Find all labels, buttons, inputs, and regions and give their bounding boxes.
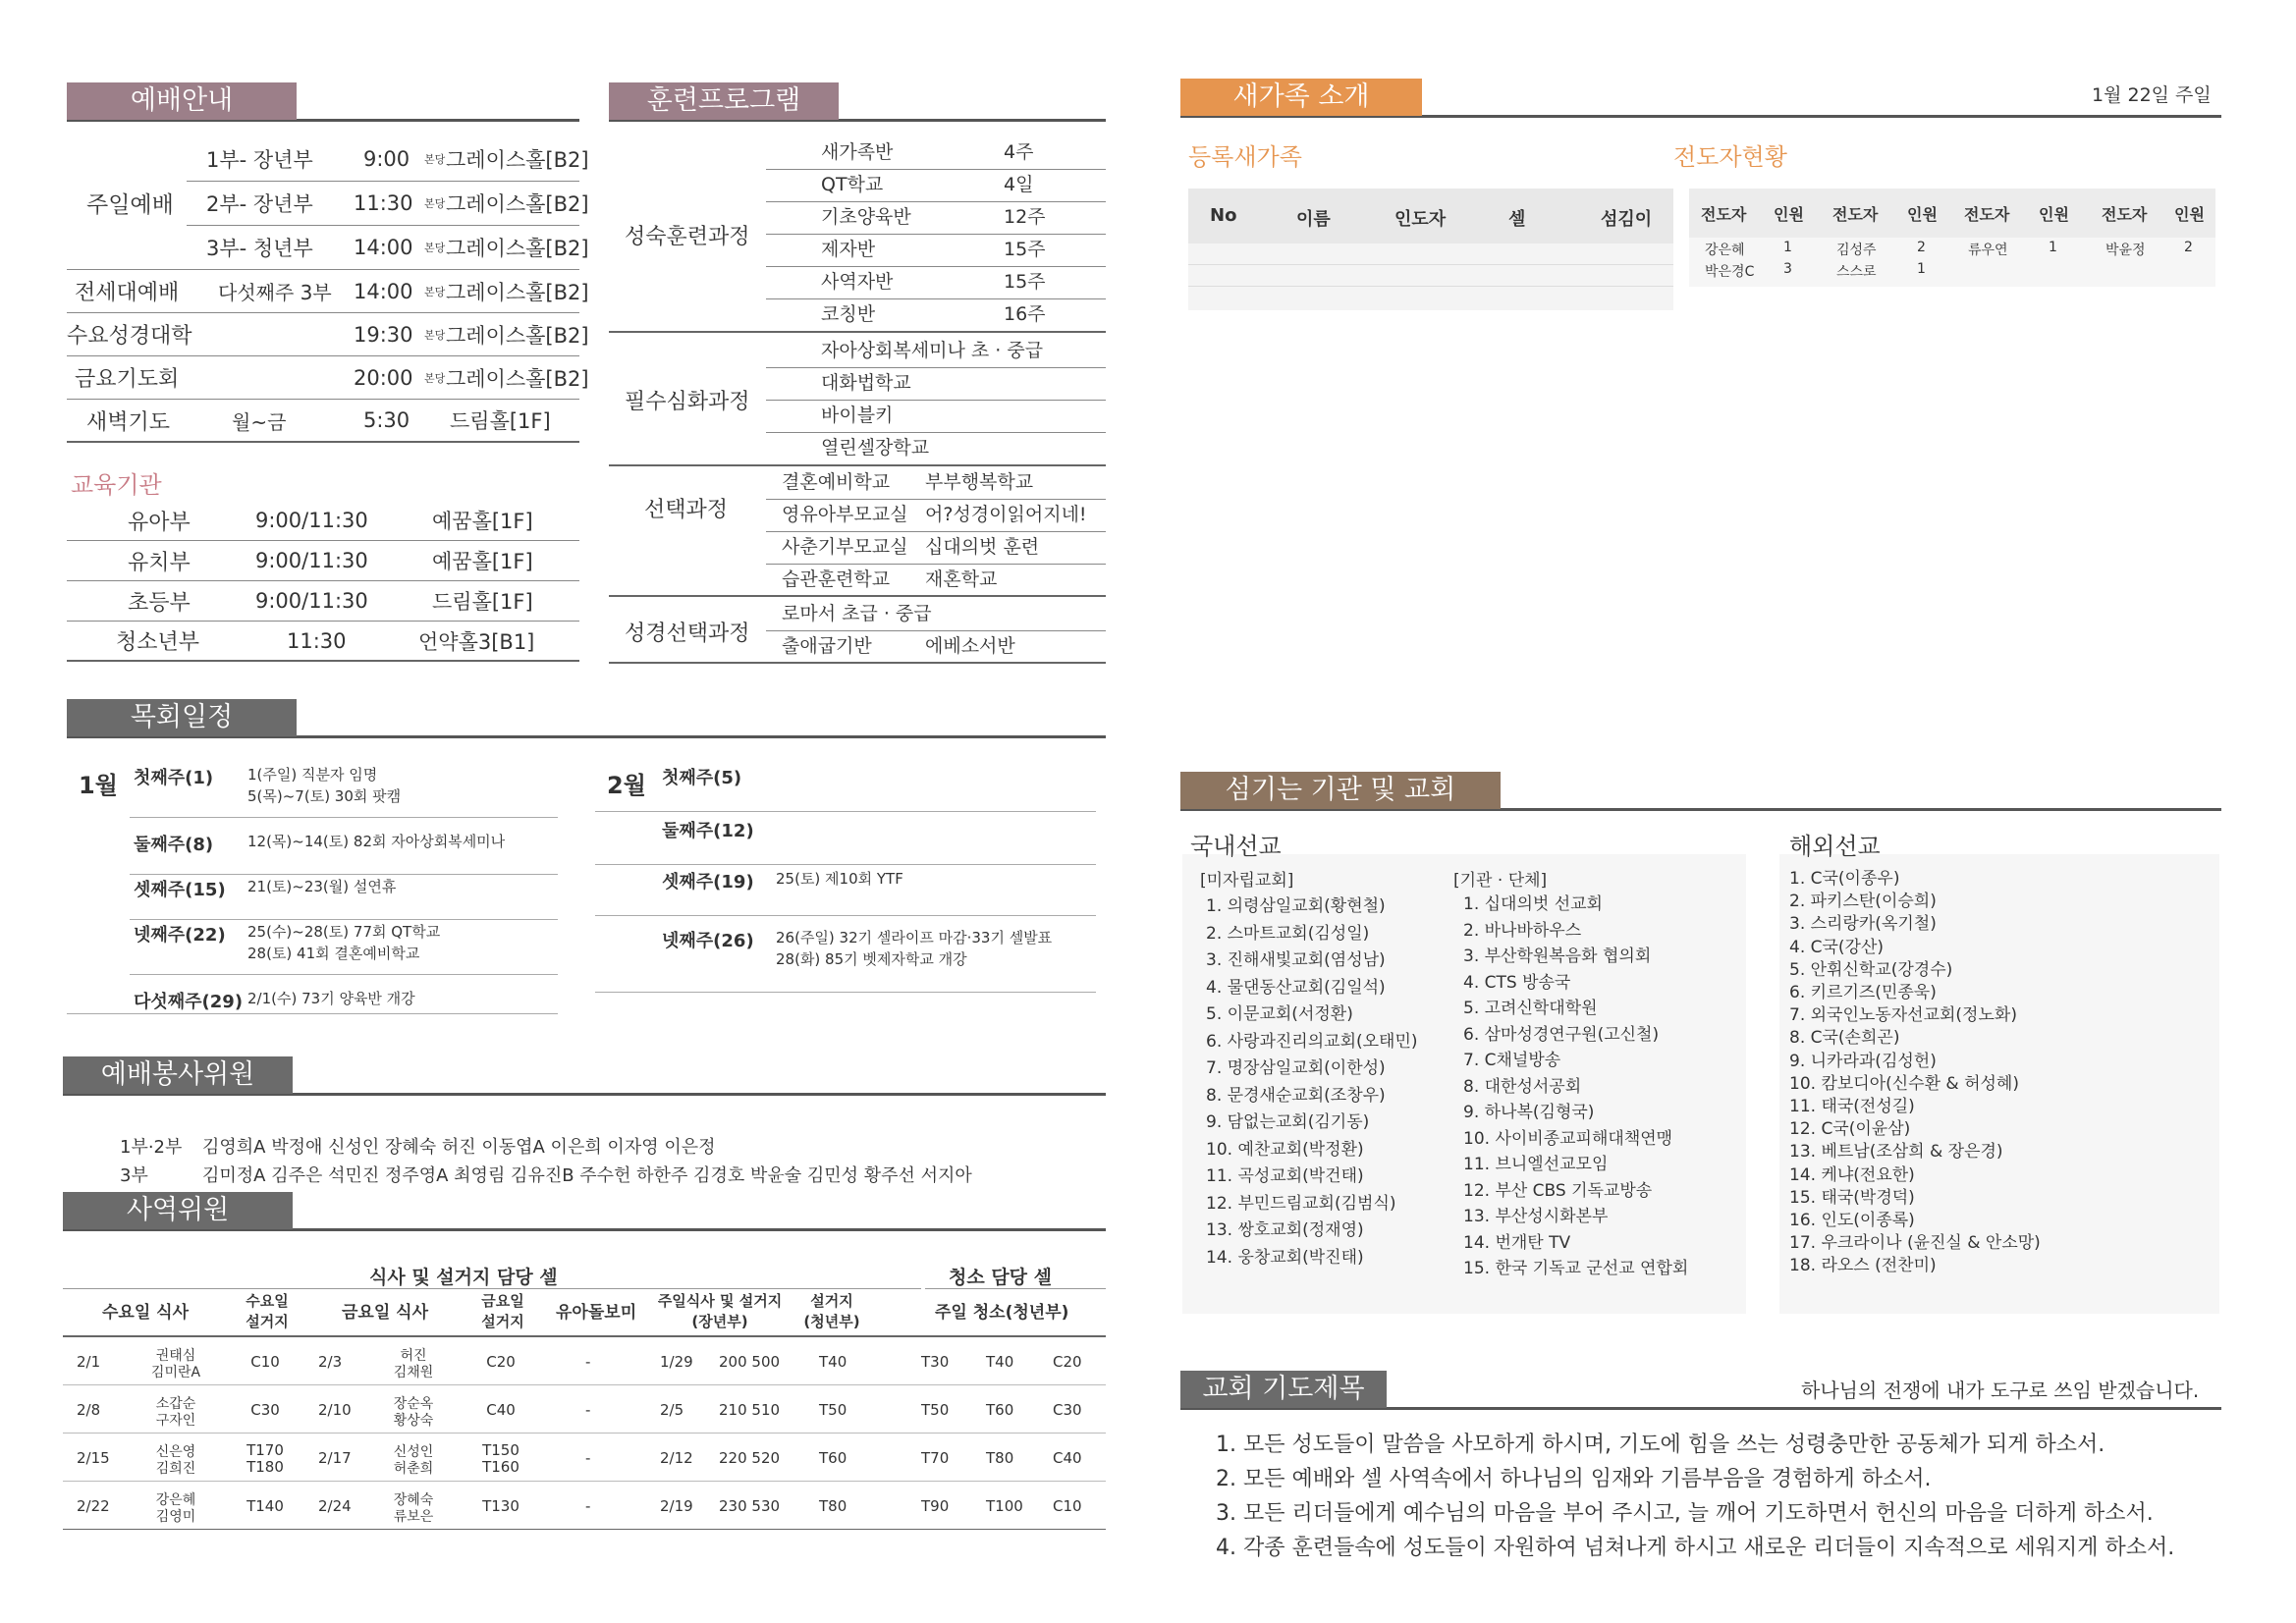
- ministry-cell: -: [585, 1401, 591, 1419]
- servants-title: 예배봉사위원: [63, 1056, 293, 1094]
- misc-church: 1. 의령삼일교회(황현철): [1206, 896, 1386, 916]
- org-item: 1. 십대의벗 선교회: [1463, 894, 1603, 914]
- training-item: 대화법학교: [821, 372, 911, 394]
- ministry-cell: 강은혜: [155, 1492, 196, 1508]
- training-item: 에베소서반: [925, 635, 1015, 657]
- misc-church: 11. 곡성교회(박건태): [1206, 1166, 1364, 1186]
- org-item: 15. 한국 기독교 군선교 연합회: [1463, 1259, 1689, 1278]
- mission-title: 섬기는 기관 및 교회: [1180, 772, 1501, 809]
- training-item: 사역자반: [821, 271, 894, 293]
- ministry-cell: T50: [921, 1401, 950, 1419]
- overseas-item: 9. 니카라과(김성헌): [1789, 1051, 1937, 1071]
- overseas-item: 3. 스리랑카(옥기철): [1789, 914, 1937, 935]
- ministry-clean-header: 청소 담당 셀: [949, 1267, 1052, 1288]
- schedule-event: 12(목)~14(토) 82회 자아상회복세미나: [247, 833, 506, 850]
- schedule-header: [67, 699, 1106, 738]
- ministry-cell: T80: [986, 1449, 1014, 1467]
- schedule-event: 21(토)~23(월) 설연휴: [247, 878, 397, 895]
- overseas-item: 13. 베트남(조삼희 & 장은경): [1789, 1142, 2003, 1163]
- reg-table: [1188, 189, 1673, 310]
- col-fri-meal: 금요일 식사: [342, 1303, 429, 1323]
- divider: [63, 1529, 1106, 1530]
- schedule-event: 28(화) 85기 벳제자학교 개강: [776, 950, 967, 968]
- divider: [595, 811, 1096, 812]
- ministry-cell: 허춘희: [393, 1461, 434, 1477]
- ev-cell: 3: [1783, 261, 1792, 277]
- reg-col-header: 섬김이: [1601, 209, 1653, 230]
- overseas-item: 11. 태국(전성길): [1789, 1097, 1915, 1116]
- col-sun-meal: 주일식사 및 설거지 (장년부): [657, 1292, 783, 1330]
- overseas-item: 5. 안휘신학교(강경수): [1789, 959, 1953, 980]
- newfamily-title: 새가족 소개: [1180, 79, 1422, 116]
- prayer-motto: 하나님의 전쟁에 내가 도구로 쓰임 받겠습니다.: [1801, 1379, 2200, 1402]
- ministry-date: 2/19: [660, 1497, 693, 1515]
- misc-church: 13. 쌍호교회(정재영): [1206, 1220, 1364, 1240]
- training-item: 습관훈련학교: [782, 568, 891, 590]
- training-group-3-label: 선택과정: [644, 498, 729, 522]
- training-group-1-label: 성숙훈련과정: [625, 225, 750, 249]
- divider: [766, 201, 1106, 202]
- ministry-cell: T130: [482, 1497, 519, 1515]
- divider: [130, 817, 558, 818]
- schedule-feb-label: 2월: [607, 772, 646, 799]
- ministry-cell: T30: [921, 1353, 950, 1371]
- misc-church: 6. 사랑과진리의교회(오태민): [1206, 1031, 1418, 1052]
- overseas-item: 15. 태국(박경덕): [1789, 1187, 1915, 1208]
- servants-row2-label: 3부: [120, 1165, 148, 1186]
- ev-cell: 김성주: [1836, 243, 1877, 258]
- training-item: 열린셀장학교: [821, 437, 930, 459]
- worship-title: 예배안내: [67, 82, 297, 120]
- misc-church: 5. 이문교회(서정환): [1206, 1004, 1353, 1024]
- training-duration: 15주: [1004, 271, 1046, 293]
- ministry-cell: 210 510: [719, 1401, 781, 1419]
- ministry-cell: C10: [1053, 1497, 1082, 1515]
- sunday-row-3: 3부- 청년부 14:00 본당 그레이스홀[B2]: [67, 226, 579, 270]
- ministry-cell: T150: [482, 1441, 519, 1459]
- evangelist-table: [1689, 189, 2215, 287]
- training-item: QT학교: [821, 174, 884, 195]
- divider: [766, 400, 1106, 401]
- ministry-date: 2/17: [318, 1449, 352, 1467]
- training-item: 기초양육반: [821, 206, 911, 228]
- worship-header: [67, 82, 579, 122]
- training-duration: 16주: [1004, 303, 1046, 325]
- divider: [766, 298, 1106, 299]
- ministry-cell: C40: [1053, 1449, 1082, 1467]
- ev-cell: 2: [2184, 240, 2193, 255]
- ministry-cell: T50: [819, 1401, 847, 1419]
- ev-cell: 1: [2049, 240, 2057, 255]
- misc-church: 8. 문경새순교회(조창우): [1206, 1085, 1386, 1106]
- ministry-cell: 류보은: [393, 1509, 434, 1525]
- reg-col-header: 셀: [1508, 209, 1526, 230]
- training-item: 코칭반: [821, 303, 876, 325]
- training-item: 사춘기부모교실: [782, 536, 908, 558]
- ministry-cell: 200 500: [719, 1353, 781, 1371]
- org-item: 5. 고려신학대학원: [1463, 999, 1598, 1018]
- worship-row-generation: 전세대예배 다섯째주 3부 14:00 본당 그레이스홀[B2]: [67, 270, 579, 313]
- divider: [766, 432, 1106, 433]
- ministry-cell: 소갑순: [155, 1396, 196, 1412]
- col-baby: 유아돌보미: [556, 1303, 637, 1323]
- schedule-week: 다섯째주(29): [134, 992, 244, 1012]
- ministry-cell: T40: [986, 1353, 1014, 1371]
- schedule-event: 28(토) 41회 결혼예비학교: [247, 945, 420, 962]
- misc-church: 4. 물댄동산교회(김일석): [1206, 977, 1386, 998]
- org-item: 4. CTS 방송국: [1463, 972, 1571, 993]
- ministry-cell: T90: [921, 1497, 950, 1515]
- ministry-cell: 권태심: [155, 1348, 196, 1364]
- col-wed-meal: 수요일 식사: [102, 1303, 190, 1323]
- worship-row-friday: 금요기도회 20:00 본당 그레이스홀[B2]: [67, 356, 579, 400]
- org-item: 8. 대한성서공회: [1463, 1076, 1582, 1097]
- ev-cell: 강은혜: [1705, 243, 1745, 258]
- ministry-title: 사역위원: [63, 1192, 293, 1229]
- ministry-date: 2/8: [77, 1401, 101, 1419]
- divider: [130, 874, 558, 875]
- ministry-date: 2/5: [660, 1401, 684, 1419]
- ministry-cell: -: [585, 1353, 591, 1371]
- servants-header: [63, 1056, 1106, 1096]
- ministry-cell: T70: [921, 1449, 950, 1467]
- ev-col-header: 전도자: [2102, 205, 2148, 224]
- org-item: 7. C채널방송: [1463, 1051, 1561, 1070]
- overseas-item: 10. 캄보디아(신수환 & 허성혜): [1789, 1073, 2019, 1094]
- col-wed-dish: 수요일 설거지: [246, 1292, 289, 1330]
- ev-cell: 박윤정: [2105, 243, 2146, 258]
- ev-col-header: 전도자: [1832, 205, 1879, 224]
- ministry-date: 2/15: [77, 1449, 110, 1467]
- newfamily-date: 1월 22일 주일: [2092, 84, 2212, 106]
- ministry-date: 2/10: [318, 1401, 352, 1419]
- ministry-cell: T40: [819, 1353, 847, 1371]
- ev-cell: 박은경C: [1705, 264, 1755, 280]
- schedule-event: 25(토) 제10회 YTF: [776, 870, 903, 888]
- training-header: [609, 82, 1106, 122]
- schedule-week: 셋째주(15): [134, 880, 226, 900]
- newfamily-header: [1180, 79, 2221, 118]
- ministry-cell: T160: [482, 1458, 519, 1476]
- ministry-cell: C20: [486, 1353, 516, 1371]
- ministry-cell: 황상숙: [393, 1413, 434, 1429]
- ev-cell: 류우연: [1968, 243, 2008, 258]
- col-youth-dish: 설거지 (청년부): [803, 1292, 860, 1330]
- servants-row1-label: 1부·2부: [120, 1137, 183, 1158]
- edu-title: 교육기관: [71, 471, 162, 499]
- ev-col-header: 인원: [2039, 205, 2069, 224]
- training-title: 훈련프로그램: [609, 82, 839, 120]
- misc-church: 3. 진해새빛교회(염성남): [1206, 950, 1386, 970]
- ev-cell: 2: [1917, 240, 1926, 255]
- evangelist-title: 전도자현황: [1673, 143, 1787, 171]
- misc-church: 2. 스마트교회(김성일): [1206, 923, 1370, 944]
- misc-church: 12. 부민드림교회(김범식): [1206, 1193, 1396, 1214]
- schedule-week: 둘째주(12): [662, 821, 754, 841]
- training-group-4-label: 성경선택과정: [625, 622, 750, 646]
- ministry-cell: T100: [986, 1497, 1023, 1515]
- ev-col-header: 인원: [1907, 205, 1938, 224]
- ev-cell: 1: [1917, 261, 1926, 277]
- ministry-date: 2/1: [77, 1353, 101, 1371]
- schedule-week: 넷째주(22): [134, 925, 226, 946]
- overseas-item: 16. 인도(이종록): [1789, 1211, 1915, 1230]
- training-item: 출애굽기반: [782, 635, 872, 657]
- training-duration: 4주: [1004, 141, 1034, 163]
- training-item: 부부행복학교: [925, 471, 1034, 493]
- divider: [130, 974, 558, 975]
- overseas-item: 18. 라오스 (전찬미): [1789, 1256, 1937, 1276]
- training-item: 제자반: [821, 239, 876, 260]
- ministry-date: 1/29: [660, 1353, 693, 1371]
- prayer-title: 교회 기도제목: [1180, 1371, 1387, 1408]
- schedule-week: 셋째주(19): [662, 872, 754, 893]
- training-item: 영유아부모교실: [782, 504, 908, 525]
- ministry-cell: 김미란A: [150, 1365, 201, 1380]
- reg-col-header: No: [1210, 205, 1237, 226]
- domestic-title: 국내선교: [1190, 833, 1282, 860]
- overseas-item: 2. 파키스탄(이승희): [1789, 892, 1937, 912]
- ministry-cell: 장혜숙: [393, 1492, 434, 1508]
- misc-church: 7. 명장삼일교회(이한성): [1206, 1058, 1386, 1078]
- prayer-item: 3. 모든 리더들에게 예수님의 마음을 부어 주시고, 늘 깨어 기도하면서 헌신의 마음을 더하게 하소서.: [1216, 1501, 2154, 1526]
- ministry-cell: 230 530: [719, 1497, 781, 1515]
- org-item: 6. 삼마성경연구원(고신철): [1463, 1024, 1660, 1045]
- ev-cell: 1: [1783, 240, 1792, 255]
- overseas-item: 1. C국(이종우): [1789, 869, 1900, 889]
- schedule-event: 1(주일) 직분자 임명: [247, 766, 378, 784]
- ministry-header: [63, 1192, 1106, 1231]
- org-item: 10. 사이비종교피해대책연맹: [1463, 1128, 1673, 1149]
- ev-cell: 스스로: [1836, 264, 1877, 280]
- ministry-cell: C30: [1053, 1401, 1082, 1419]
- ministry-cell: T140: [246, 1497, 284, 1515]
- edu-row-4: 청소년부 11:30 언약홀3[B1]: [67, 622, 579, 662]
- prayer-item: 1. 모든 성도들이 말씀을 사모하게 하시며, 기도에 힘을 쓰는 성령충만한 공동체가 되게 하소서.: [1216, 1433, 2105, 1457]
- org-item: 12. 부산 CBS 기독교방송: [1463, 1180, 1653, 1201]
- misc-church: 9. 담없는교회(김기동): [1206, 1112, 1370, 1132]
- schedule-event: 25(수)~28(토) 77회 QT학교: [247, 923, 441, 941]
- divider: [766, 234, 1106, 235]
- ministry-cell: -: [585, 1497, 591, 1515]
- ministry-cell: T60: [986, 1401, 1014, 1419]
- divider: [595, 915, 1096, 916]
- training-item: 자아상회복세미나 초 · 중급: [821, 340, 1044, 361]
- training-item: 결혼예비학교: [782, 471, 891, 493]
- org-item: 9. 하나복(김형국): [1463, 1103, 1595, 1122]
- training-item: 바이블키: [821, 405, 894, 426]
- divider: [595, 864, 1096, 865]
- ministry-date: 2/12: [660, 1449, 693, 1467]
- divider: [766, 266, 1106, 267]
- training-group-2-label: 필수심화과정: [625, 390, 750, 414]
- overseas-item: 7. 외국인노동자선교회(정노화): [1789, 1005, 2017, 1026]
- edu-row-1: 유아부 9:00/11:30 예꿈홀[1F]: [67, 501, 579, 541]
- reg-col-header: 이름: [1296, 209, 1331, 230]
- ministry-cell: C10: [250, 1353, 280, 1371]
- misc-label: [미자립교회]: [1200, 871, 1294, 891]
- servants-row2: 김미정A 김주은 석민진 정주영A 최영림 김유진B 주수헌 하한주 김경호 박윤술 김민성 황주선 서지아: [202, 1165, 972, 1186]
- overseas-item: 4. C국(강산): [1789, 937, 1885, 957]
- org-item: 13. 부산성시화본부: [1463, 1207, 1609, 1226]
- org-label: [기관 · 단체]: [1453, 871, 1548, 891]
- divider: [63, 1384, 1106, 1385]
- sunday-label: 주일예배: [86, 192, 174, 218]
- divider: [67, 1013, 558, 1014]
- ministry-cell: C30: [250, 1401, 280, 1419]
- mission-header: [1180, 772, 2221, 811]
- org-item: 14. 번개탄 TV: [1463, 1232, 1571, 1253]
- overseas-title: 해외선교: [1789, 833, 1881, 860]
- sunday-row-1: 1부- 장년부 9:00 본당 그레이스홀[B2]: [187, 137, 579, 182]
- ministry-cell: 220 520: [719, 1449, 781, 1467]
- divider: [766, 367, 1106, 368]
- ministry-date: 2/22: [77, 1497, 110, 1515]
- ev-col-header: 전도자: [1701, 205, 1747, 224]
- training-duration: 12주: [1004, 206, 1046, 228]
- ministry-cell: 허진: [400, 1348, 427, 1364]
- training-duration: 15주: [1004, 239, 1046, 260]
- schedule-event: 2/1(수) 73기 양육반 개강: [247, 990, 415, 1007]
- servants-row1: 김영희A 박정애 신성인 장혜숙 허진 이동엽A 이은희 이자영 이은정: [202, 1137, 716, 1158]
- divider: [595, 992, 1096, 993]
- schedule-title: 목회일정: [67, 699, 297, 736]
- ministry-cell: T180: [246, 1458, 284, 1476]
- schedule-week: 첫째주(5): [662, 768, 742, 788]
- training-item: 재혼학교: [925, 568, 998, 590]
- overseas-item: 12. C국(이윤삼): [1789, 1119, 1911, 1140]
- divider: [63, 1433, 1106, 1434]
- ministry-cell: C20: [1053, 1353, 1082, 1371]
- ministry-cell: 신은영: [155, 1444, 196, 1460]
- edu-row-3: 초등부 9:00/11:30 드림홀[1F]: [67, 581, 579, 622]
- schedule-week: 첫째주(1): [134, 768, 214, 788]
- reg-title: 등록새가족: [1188, 143, 1302, 171]
- training-item: 로마서 초급 · 중급: [782, 603, 932, 624]
- reg-col-header: 인도자: [1394, 209, 1447, 230]
- schedule-week: 넷째주(26): [662, 931, 754, 951]
- col-fri-dish: 금요일 설거지: [481, 1292, 524, 1330]
- training-item: 어?성경이읽어지네!: [925, 504, 1087, 525]
- ministry-cell: 신성인: [393, 1444, 434, 1460]
- ev-col-header: 인원: [2174, 205, 2205, 224]
- training-item: 십대의벗 훈련: [925, 536, 1040, 558]
- prayer-item: 4. 각종 훈련들속에 성도들이 자원하여 넘쳐나게 하시고 새로운 리더들이 지속적으로 세워지게 하소서.: [1216, 1536, 2175, 1560]
- overseas-item: 14. 케냐(전요한): [1789, 1164, 1915, 1185]
- ministry-cell: T60: [819, 1449, 847, 1467]
- ev-col-header: 인원: [1774, 205, 1804, 224]
- misc-church: 10. 예찬교회(박정환): [1206, 1139, 1364, 1160]
- ministry-date: 2/24: [318, 1497, 352, 1515]
- schedule-event: 26(주일) 32기 셀라이프 마감·33기 셀발표: [776, 929, 1053, 947]
- ministry-cell: 김영미: [155, 1509, 196, 1525]
- schedule-jan-label: 1월: [79, 772, 118, 799]
- col-sun-clean: 주일 청소(청년부): [935, 1303, 1069, 1323]
- ministry-cell: 장순옥: [393, 1396, 434, 1412]
- ministry-cell: 구자인: [155, 1413, 196, 1429]
- overseas-item: 8. C국(손희곤): [1789, 1028, 1900, 1049]
- prayer-item: 2. 모든 예배와 셀 사역속에서 하나님의 임재와 기름부음을 경험하게 하소서.: [1216, 1467, 1932, 1491]
- divider: [63, 1481, 1106, 1482]
- edu-row-2: 유치부 9:00/11:30 예꿈홀[1F]: [67, 541, 579, 581]
- ministry-cell: -: [585, 1449, 591, 1467]
- ministry-date: 2/3: [318, 1353, 343, 1371]
- ministry-cell: T170: [246, 1441, 284, 1459]
- schedule-event: 5(목)~7(토) 30회 팟캠: [247, 787, 402, 805]
- ev-col-header: 전도자: [1964, 205, 2010, 224]
- overseas-item: 6. 키르기즈(민종욱): [1789, 983, 1937, 1002]
- worship-row-dawn: 새벽기도 월~금 5:30 드림홀[1F]: [67, 400, 579, 443]
- ministry-meal-header: 식사 및 설거지 담당 셀: [369, 1267, 558, 1288]
- misc-church: 14. 웅창교회(박진태): [1206, 1247, 1364, 1268]
- org-item: 11. 브니엘선교모임: [1463, 1155, 1609, 1174]
- ministry-cell: 김희진: [155, 1461, 196, 1477]
- divider: [766, 169, 1106, 170]
- divider: [130, 919, 558, 920]
- ministry-cell: T80: [819, 1497, 847, 1515]
- ministry-cell: 김채원: [393, 1365, 434, 1380]
- org-item: 3. 부산학원복음화 협의회: [1463, 947, 1652, 966]
- schedule-week: 둘째주(8): [134, 835, 214, 855]
- training-duration: 4일: [1004, 174, 1034, 195]
- overseas-item: 17. 우크라이나 (윤진실 & 안소망): [1789, 1233, 2041, 1254]
- worship-row-wednesday: 수요성경대학 19:30 본당 그레이스홀[B2]: [67, 313, 579, 356]
- training-item: 새가족반: [821, 141, 894, 163]
- org-item: 2. 바나바하우스: [1463, 920, 1582, 941]
- ministry-cell: C40: [486, 1401, 516, 1419]
- sunday-row-2: 2부- 장년부 11:30 본당 그레이스홀[B2]: [187, 182, 579, 226]
